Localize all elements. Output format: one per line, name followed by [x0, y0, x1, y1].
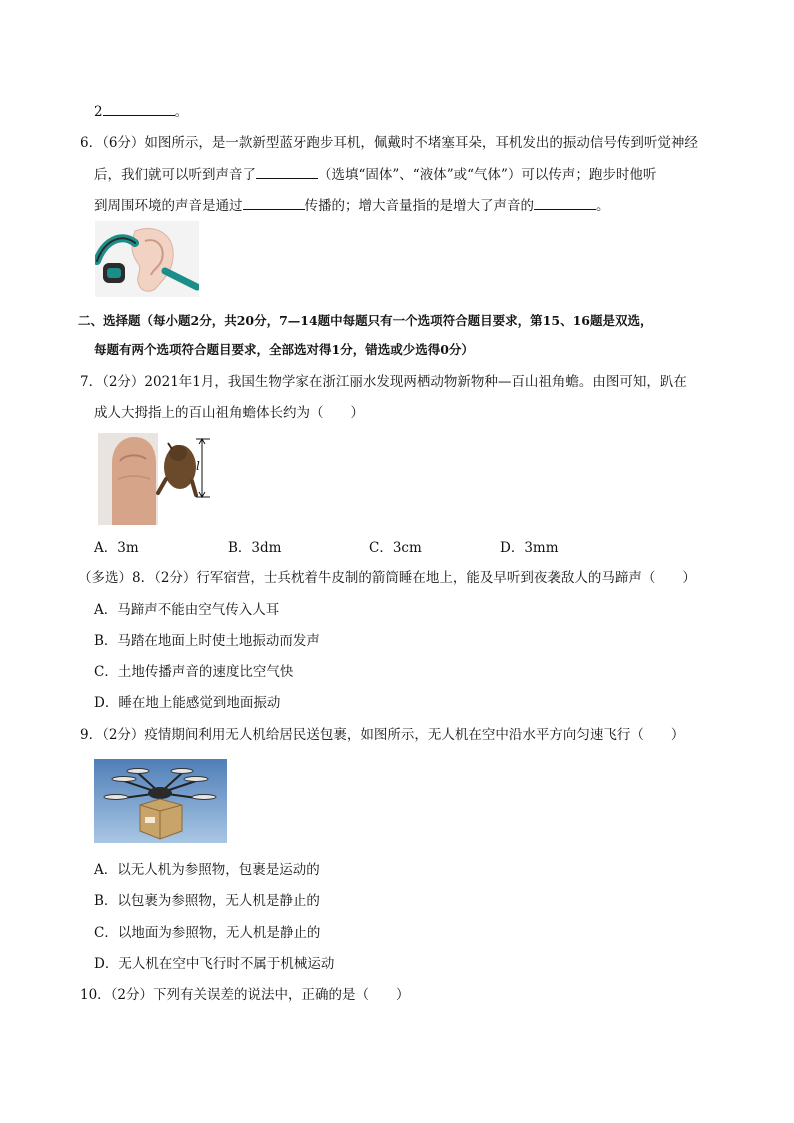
- q8-option-b[interactable]: B．马踏在地面上时使土地振动而发声: [94, 633, 320, 649]
- q6-line-3: 到周围环境的声音是通过 传播的；增大音量指的是增大了声音的 。: [94, 198, 610, 214]
- q7-option-d[interactable]: D．3mm: [500, 540, 559, 556]
- q9-option-c[interactable]: C．以地面为参照物，无人机是静止的: [94, 925, 321, 941]
- q8-line-1: （多选）8．（2分）行军宿营，士兵枕着牛皮制的箭筒睡在地上，能及早听到夜袭敌人的马蹄声（ ）: [78, 570, 696, 586]
- q5-tail: 2 。: [94, 104, 189, 120]
- section-2-header-line-2: 每题有两个选项符合题目要求，全部选对得1分，错选或少选得0分）: [94, 342, 474, 357]
- q9-line-1: 9．（2分）疫情期间利用无人机给居民送包裹，如图所示，无人机在空中沿水平方向匀速飞行（ ）: [80, 727, 685, 743]
- drone-package-image: [94, 759, 227, 843]
- q8-option-d[interactable]: D．睡在地上能感觉到地面振动: [94, 695, 281, 711]
- q6-line-2: 后，我们就可以听到声音了 （选填“固体”、“液体”或“气体”）可以传声；跑步时他听: [94, 167, 657, 183]
- answer-blank[interactable]: [534, 196, 596, 210]
- q7-option-c[interactable]: C．3cm: [369, 540, 422, 556]
- q7-option-a[interactable]: A．3m: [94, 540, 139, 556]
- answer-blank[interactable]: [256, 165, 318, 179]
- q8-option-a[interactable]: A．马蹄声不能由空气传入人耳: [94, 602, 280, 618]
- length-label-l: l: [196, 459, 200, 473]
- q9-option-d[interactable]: D．无人机在空中飞行时不属于机械运动: [94, 956, 335, 972]
- q9-option-a[interactable]: A．以无人机为参照物，包裹是运动的: [94, 862, 320, 878]
- q6-line-1: 6．（6分）如图所示，是一款新型蓝牙跑步耳机，佩戴时不堵塞耳朵，耳机发出的振动信号传到听觉神经: [80, 135, 698, 151]
- q10-line-1: 10．（2分）下列有关误差的说法中，正确的是（ ）: [80, 987, 410, 1003]
- q7-option-b[interactable]: B．3dm: [228, 540, 282, 556]
- q9-option-b[interactable]: B．以包裹为参照物，无人机是静止的: [94, 893, 320, 909]
- section-2-header-line-1: 二、选择题（每小题2分，共20分，7—14题中每题只有一个选项符合题目要求，第15、16题是双选，: [78, 313, 653, 328]
- thumb-frog-image: [98, 433, 210, 525]
- q8-option-c[interactable]: C．土地传播声音的速度比空气快: [94, 664, 294, 680]
- answer-blank[interactable]: [243, 196, 305, 210]
- q7-line-2: 成人大拇指上的百山祖角蟾体长约为（ ）: [94, 405, 364, 421]
- ear-headphone-image: [95, 221, 199, 297]
- answer-blank[interactable]: [103, 102, 175, 116]
- q7-line-1: 7．（2分）2021年1月，我国生物学家在浙江丽水发现两栖动物新物种—百山祖角蟾。由图可知，趴在: [80, 374, 687, 390]
